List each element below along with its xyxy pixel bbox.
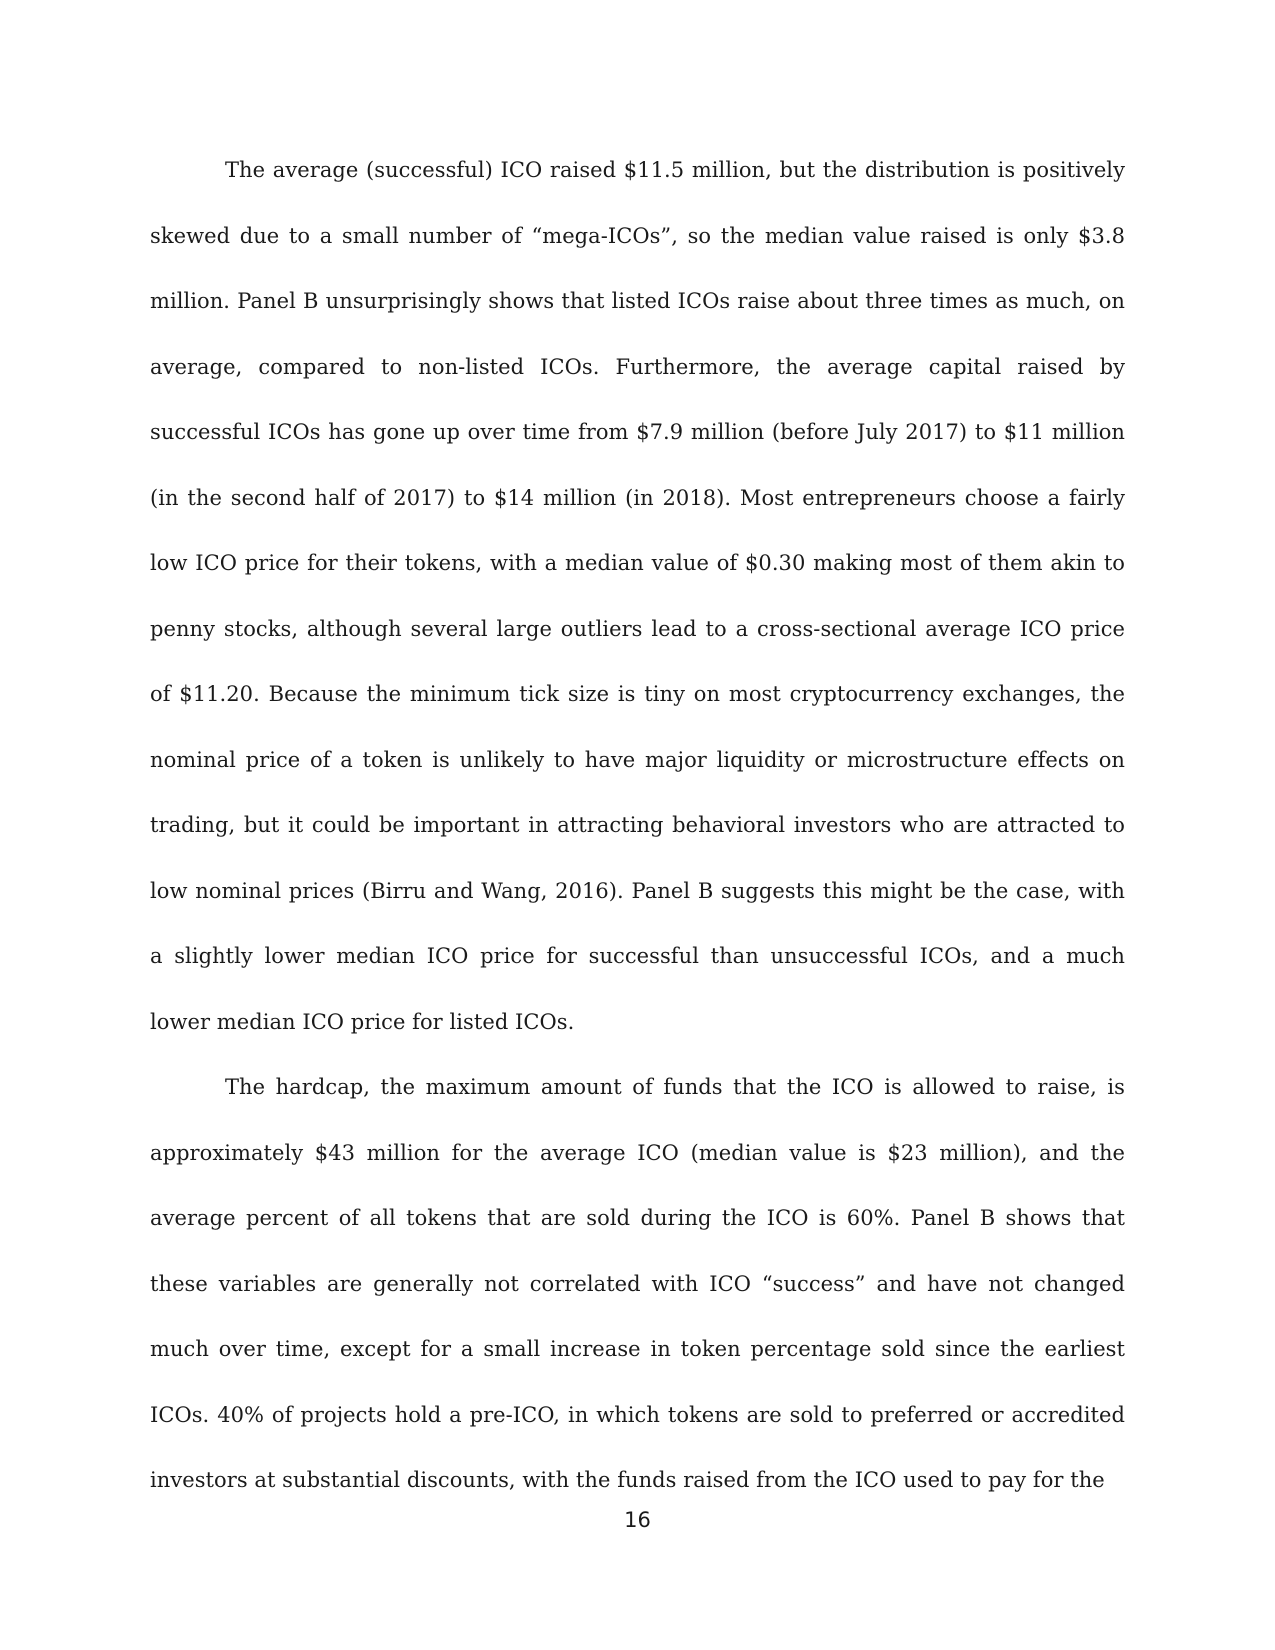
paragraph-hardcap: The hardcap, the maximum amount of funds that the ICO is allowed to raise, is approximately $43 million for the average ICO (median value is $23 million), and the average percent of all tokens that are sold during the ICO is 60%. Panel B shows that these variables are generally not correlated with ICO “success” and have not changed much over time, except for a small increase in token percentage sold since the earliest ICOs. 40% of projects hold a pre-ICO, in which tokens are sold to preferred or accredited investors at substantial discounts, with the funds raised from the ICO used to pay for the <box>150 1075 1125 1492</box>
page-number: 16 <box>624 1508 651 1532</box>
page-body <box>150 138 1125 1514</box>
paragraph-average-ico-raise: The average (successful) ICO raised $11.5 million, but the distribution is positively skewed due to a small number of “mega-ICOs”, so the median value raised is only $3.8 million. Panel B unsurprisingly shows that listed ICOs raise about three times as much, on average, compared to non-listed ICOs. Furthermore, the average capital raised by successful ICOs has gone up over time from $7.9 million (before July 2017) to $11 million (in the second half of 2017) to $14 million (in 2018). Most entrepreneurs choose a fairly low ICO price for their tokens, with a median value of $0.30 making most of them akin to penny stocks, although several large outliers lead to a cross-sectional average ICO price of $11.20. Because the minimum tick size is tiny on most cryptocurrency exchanges, the nominal price of a token is unlikely to have major liquidity or microstructure effects on trading, but it could be important in attracting behavioral investors who are attracted to low nominal prices (Birru and Wang, 2016). Panel B suggests this might be the case, with a slightly lower median ICO price for successful than unsuccessful ICOs, and a much lower median ICO price for listed ICOs. <box>150 158 1125 1034</box>
